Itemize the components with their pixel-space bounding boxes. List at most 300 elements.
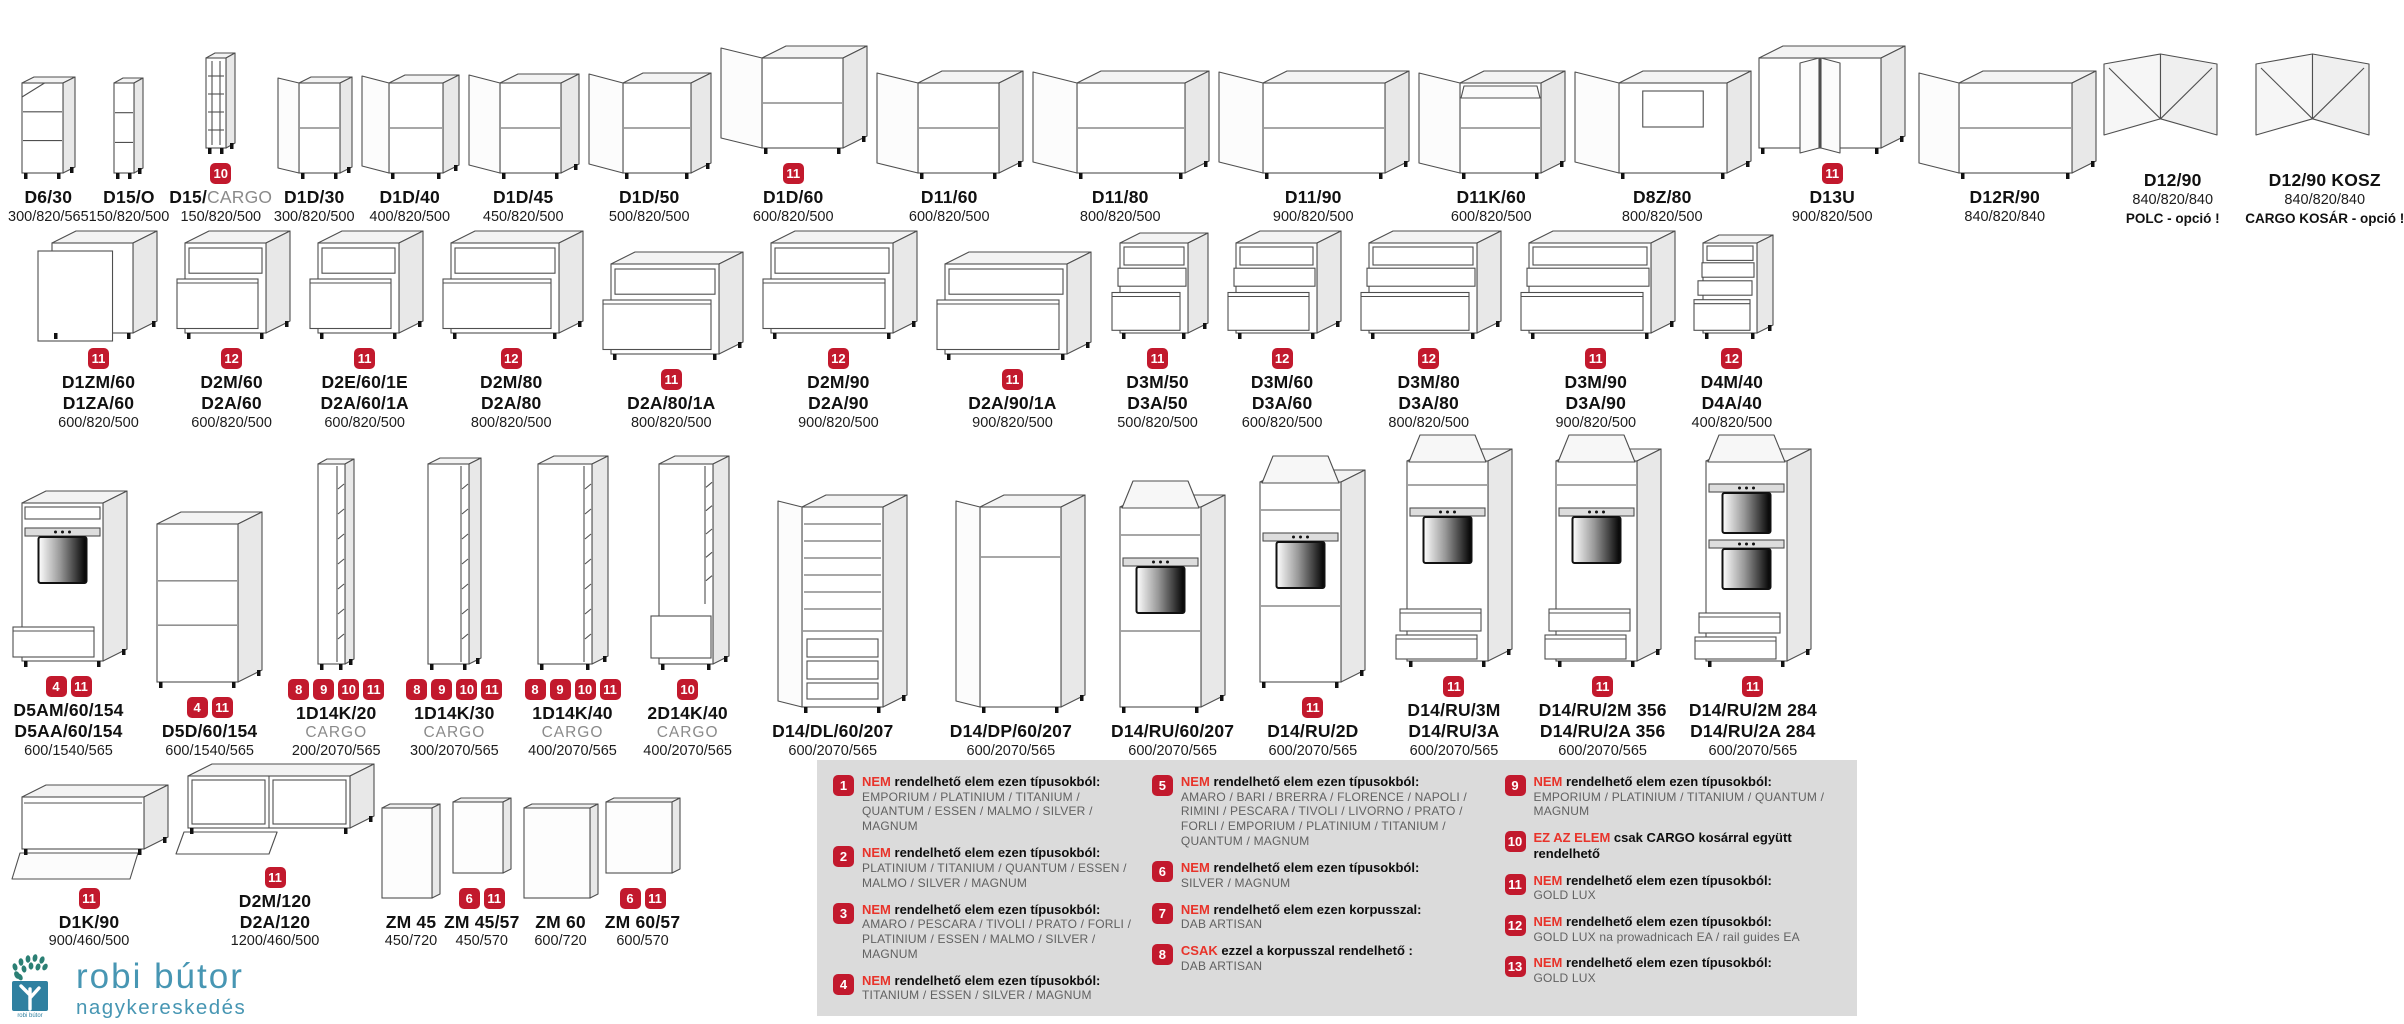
product-dimensions: 600/820/500 (324, 414, 405, 431)
legend-item (1505, 830, 1848, 861)
product-name: D3M/60 D3A/60 (1250, 372, 1314, 413)
product-dimensions: 900/820/500 (1272, 208, 1354, 225)
product-item (89, 74, 170, 226)
product-dimensions: 600/2070/565 (1558, 742, 1647, 759)
cabinet-drawing (1104, 229, 1212, 345)
badge-row (1272, 348, 1293, 369)
note-badge: 6 (620, 888, 641, 909)
legend-item (1505, 873, 1848, 903)
product-item (525, 452, 621, 760)
legend-body: PLATINIUM / TITANIUM / QUANTUM / ESSEN / MALMO / SILVER / MAGNUM (862, 860, 1127, 890)
legend-badge: 8 (1152, 944, 1173, 965)
badge-row (88, 348, 109, 369)
product-item (520, 800, 602, 951)
product-dimensions: 840/820/840 (2284, 191, 2366, 208)
product-item (1539, 427, 1667, 760)
bottom-section (0, 760, 1873, 1020)
badge-row (459, 888, 505, 909)
product-dimensions: 600/2070/565 (1409, 742, 1499, 759)
product-name: D2A/80/1A (627, 392, 716, 413)
legend-item (1152, 774, 1489, 849)
product-dimensions: 900/820/500 (1555, 414, 1637, 431)
note-badge: 12 (1272, 348, 1293, 369)
product-item (169, 49, 272, 226)
note-badge: 11 (1742, 676, 1763, 697)
cabinet-drawing (6, 487, 131, 673)
legend-text (1181, 902, 1422, 932)
product-name: D5AM/60/154 D5AA/60/154 (13, 700, 124, 741)
badge-row (620, 888, 666, 909)
legend-lead: NEM (1533, 914, 1563, 929)
badge-row (783, 163, 804, 184)
badge-row (1721, 348, 1742, 369)
legend-badge: 12 (1505, 915, 1526, 936)
legend-lead: NEM (862, 774, 891, 789)
product-item (302, 227, 427, 432)
legend-badge: 5 (1152, 775, 1173, 796)
legend-item (1152, 860, 1489, 890)
note-badge: 10 (575, 679, 596, 700)
legend-box (817, 760, 1857, 1016)
product-name: D14/DL/60/207 (772, 720, 894, 741)
legend-item (1152, 943, 1489, 973)
legend-badge: 10 (1505, 831, 1526, 852)
product-name-light: CARGO (207, 186, 273, 207)
product-name: D12/90 KOSZ (2268, 169, 2381, 190)
cabinet-drawing (1687, 231, 1777, 345)
legend-item (833, 902, 1136, 962)
badge-row (661, 369, 682, 390)
product-dimensions: 600/2070/565 (1708, 742, 1798, 759)
product-dimensions: 300/2070/565 (410, 742, 499, 759)
product-name: ZM 45/57 (444, 911, 520, 932)
note-badge: 8 (288, 679, 309, 700)
cabinet-drawing (169, 227, 294, 345)
legend-heading: rendelhető elem ezen típusokból: (1566, 872, 1772, 888)
product-item (1909, 67, 2100, 226)
product-item (463, 70, 583, 226)
legend-heading: rendelhető elem ezen típusokból: (1566, 955, 1772, 971)
cabinet-row-4 (0, 760, 681, 951)
product-dimensions: 400/2070/565 (528, 742, 617, 759)
product-item (356, 71, 463, 226)
product-dimensions: 600/2070/565 (788, 742, 878, 759)
product-dimensions: 400/820/500 (1691, 414, 1773, 431)
product-dimensions: 600/1540/565 (165, 742, 254, 759)
legend-badge: 7 (1152, 903, 1173, 924)
legend-text (1534, 914, 1800, 944)
legend-lead: NEM (862, 972, 891, 988)
badge-row (1592, 676, 1613, 697)
note-badge: 10 (338, 679, 359, 700)
legend-column-1 (833, 774, 1136, 1008)
legend-body: EMPORIUM / PLATINIUM / TITANIUM / QUANTUM / MAGNUM (1533, 789, 1825, 819)
legend-text (1534, 873, 1772, 903)
product-dimensions: 800/820/500 (1388, 414, 1470, 431)
badge-row (210, 163, 231, 184)
badge-row (265, 867, 286, 888)
product-name: D11/60 (920, 186, 978, 207)
product-name: D12/90 (2143, 169, 2202, 190)
product-name: D8Z/80 (1632, 186, 1692, 207)
product-name: D1D/45 (492, 186, 554, 207)
cabinet-drawing (715, 42, 871, 160)
cabinet-drawing (520, 800, 602, 910)
legend-body: DAB ARTISAN (1180, 917, 1263, 932)
product-subtitle: CARGO (656, 723, 719, 741)
product-item (8, 73, 89, 226)
product-item (583, 69, 715, 226)
note-badge: 10 (677, 679, 698, 700)
product-dimensions: 200/2070/565 (291, 742, 381, 759)
badge-row (1585, 348, 1606, 369)
product-dimensions: 450/720 (384, 933, 438, 950)
legend-heading: rendelhető elem ezen típusokból: (894, 845, 1101, 861)
product-name: D5D/60/154 (161, 720, 258, 741)
legend-text (1534, 955, 1772, 985)
badge-row (501, 348, 522, 369)
legend-badge: 13 (1505, 956, 1526, 977)
badge-row (1742, 676, 1763, 697)
legend-column-2 (1152, 774, 1489, 1008)
legend-heading: rendelhető elem ezen típusokból: (1213, 860, 1420, 876)
cabinet-drawing (378, 800, 444, 910)
product-item (929, 248, 1095, 432)
product-subtitle: CARGO (541, 723, 604, 741)
legend-item (1152, 902, 1489, 932)
product-note: CARGO KOSÁR - opció ! (2245, 211, 2404, 226)
product-dimensions: 600/720 (534, 933, 587, 950)
legend-lead: NEM (1180, 860, 1210, 876)
note-badge: 6 (459, 888, 480, 909)
product-item (1220, 227, 1345, 432)
legend-lead: NEM (1533, 955, 1563, 971)
product-dimensions: 900/820/500 (798, 414, 879, 431)
cabinet-drawing (463, 70, 583, 185)
badge-row (828, 348, 849, 369)
product-name: ZM 45 (385, 911, 437, 932)
legend-lead: CSAK (1180, 943, 1218, 959)
product-item (172, 760, 378, 951)
product-item (169, 227, 294, 432)
legend-heading: rendelhető elem ezen típusokból: (894, 972, 1101, 988)
badge-row (79, 888, 100, 909)
cabinet-drawing (2252, 50, 2397, 168)
product-name: D13U (1809, 186, 1855, 207)
product-name: D3M/50 D3A/50 (1126, 372, 1189, 413)
product-name: 2D14K/40 (647, 703, 728, 724)
tree-logo-icon (10, 955, 66, 1024)
product-name: ZM 60/57 (604, 911, 681, 932)
product-item (755, 227, 921, 432)
legend-body: SILVER / MAGNUM (1180, 875, 1291, 890)
product-name: D2M/60 D2A/60 (200, 372, 263, 413)
legend-heading: rendelhető elem ezen típusokból: (1566, 774, 1772, 789)
note-badge: 4 (46, 676, 67, 697)
product-name: D2E/60/1E D2A/60/1A (320, 372, 409, 413)
badge-row (1443, 676, 1464, 697)
cabinet-drawing (435, 227, 587, 345)
product-dimensions: 600/820/500 (752, 208, 834, 225)
product-dimensions: 900/820/500 (972, 414, 1053, 431)
cabinet-drawing (602, 794, 684, 885)
note-badge: 11 (363, 679, 384, 700)
product-name: D11/90 (1284, 186, 1342, 207)
product-name: D14/RU/2D (1267, 720, 1359, 741)
cabinet-drawing (110, 74, 147, 185)
note-badge: 12 (501, 348, 522, 369)
product-dimensions: 900/460/500 (48, 933, 130, 950)
cabinet-drawing (314, 455, 358, 676)
cabinet-drawing (424, 454, 485, 676)
cabinet-row-2 (0, 226, 1873, 432)
product-name: D1D/40 (379, 186, 440, 207)
legend-text (1534, 830, 1848, 861)
note-badge: 11 (600, 679, 621, 700)
product-item (1569, 67, 1755, 226)
cabinet-drawing (1569, 67, 1755, 185)
product-dimensions: 400/820/500 (369, 208, 451, 225)
legend-body: AMARO / PESCARA / TIVOLI / PRATO / FORLI / PLATINIUM / ESSEN / MALMO / SILVER / MAGNUM (862, 917, 1132, 961)
product-name: D2M/90 D2A/90 (807, 372, 870, 413)
product-dimensions: 400/2070/565 (643, 742, 732, 759)
product-item (153, 508, 266, 760)
cabinet-drawing (929, 248, 1095, 366)
product-dimensions: 500/820/500 (1117, 414, 1198, 431)
legend-text (1181, 943, 1413, 973)
legend-body: GOLD LUX na prowadnicach EA / rail guides EA (1533, 929, 1800, 944)
product-name: D2A/90/1A (968, 392, 1057, 413)
cabinet-drawing (871, 67, 1027, 185)
badge-row (1002, 369, 1023, 390)
legend-item (1505, 914, 1848, 944)
legend-body: GOLD LUX (1533, 888, 1596, 903)
legend-item (1505, 774, 1848, 819)
note-badge: 11 (88, 348, 109, 369)
note-badge: 11 (783, 163, 804, 184)
note-badge: 4 (187, 697, 208, 718)
cabinet-drawing (1413, 67, 1569, 185)
note-badge: 12 (1721, 348, 1742, 369)
product-item (643, 452, 733, 760)
cabinet-drawing (356, 71, 463, 185)
legend-badge: 3 (833, 903, 854, 924)
product-name: D1K/90 (58, 911, 120, 932)
legend-heading: rendelhető elem ezen típusokból: (894, 774, 1101, 789)
cabinet-drawing (1220, 227, 1345, 345)
product-item (1213, 67, 1413, 226)
note-badge: 11 (1443, 676, 1464, 697)
logo-icon-caption: robi bútor (17, 1012, 43, 1019)
product-dimensions: 800/820/500 (1621, 208, 1703, 225)
badge-row (1302, 697, 1323, 718)
cabinet-drawing (933, 491, 1089, 719)
legend-heading: rendelhető elem ezen típusokból: (1213, 774, 1420, 789)
cabinet-drawing (2100, 50, 2245, 168)
legend-text (862, 902, 1136, 962)
legend-text (1181, 860, 1419, 890)
product-item (602, 794, 684, 951)
cabinet-drawing (302, 227, 427, 345)
cabinet-drawing (36, 227, 161, 345)
product-dimensions: 600/820/500 (191, 414, 272, 431)
product-name: D11K/60 (1456, 186, 1526, 207)
legend-text (862, 774, 1136, 834)
product-item (755, 491, 911, 760)
product-item (288, 455, 384, 760)
product-item (1689, 427, 1817, 760)
product-item (1111, 473, 1234, 760)
note-badge: 11 (354, 348, 375, 369)
legend-text (1181, 774, 1489, 849)
badge-row (406, 679, 502, 700)
product-name: D1D/30 (283, 186, 345, 207)
product-dimensions: 1200/460/500 (230, 933, 320, 950)
cabinet-drawing (1391, 427, 1516, 673)
legend-heading: csak CARGO kosárral együtt rendelhető (1533, 830, 1792, 861)
legend-lead: NEM (1180, 901, 1210, 917)
product-dimensions: 800/820/500 (470, 414, 552, 431)
note-badge: 11 (481, 679, 502, 700)
note-badge: 11 (1822, 163, 1843, 184)
product-item (715, 42, 871, 226)
company-logo (10, 955, 690, 1024)
note-badge: 11 (661, 369, 682, 390)
product-dimensions: 600/820/500 (1241, 414, 1323, 431)
product-item (1104, 229, 1212, 432)
product-dimensions: 300/820/500 (273, 208, 355, 225)
product-name: 1D14K/30 (414, 703, 495, 724)
cabinet-drawing (1540, 427, 1665, 673)
note-badge: 11 (1002, 369, 1023, 390)
product-dimensions: 800/820/500 (1079, 208, 1161, 225)
cabinet-drawing (172, 760, 378, 864)
cabinet-row-3 (0, 432, 1873, 760)
legend-lead: EZ AZ ELEM (1533, 830, 1611, 846)
note-badge: 11 (1147, 348, 1168, 369)
product-name: D14/DP/60/207 (949, 720, 1072, 741)
note-badge: 11 (645, 888, 666, 909)
note-badge: 10 (456, 679, 477, 700)
product-item (6, 487, 131, 760)
note-badge: 8 (406, 679, 427, 700)
note-badge: 11 (1592, 676, 1613, 697)
cabinet-drawing (1027, 67, 1213, 185)
product-dimensions: 600/2070/565 (1128, 742, 1217, 759)
product-name: D3M/80 D3A/80 (1397, 372, 1460, 413)
product-dimensions: 300/820/565 (8, 208, 89, 225)
note-badge: 9 (550, 679, 571, 700)
product-item (871, 67, 1027, 226)
legend-text (862, 973, 1100, 1003)
note-badge: 12 (828, 348, 849, 369)
product-item (36, 227, 161, 432)
legend-text (862, 845, 1136, 890)
product-name: D2M/120 D2A/120 (238, 891, 312, 932)
product-dimensions: 800/820/500 (630, 414, 712, 431)
cabinet-drawing (534, 452, 612, 676)
cabinet-drawing (449, 794, 515, 885)
product-name: D14/RU/3M D14/RU/3A (1407, 700, 1501, 741)
product-name: D6/30 (24, 186, 73, 207)
product-dimensions: 600/570 (616, 933, 669, 950)
note-badge: 11 (212, 697, 233, 718)
legend-lead: NEM (1180, 774, 1210, 789)
product-name: D3M/90 D3A/90 (1564, 372, 1628, 413)
legend-badge: 9 (1505, 775, 1526, 796)
product-name: D15/CARGO (169, 186, 273, 207)
note-badge: 11 (71, 676, 92, 697)
note-badge: 10 (210, 163, 231, 184)
cabinet-drawing (755, 227, 921, 345)
legend-heading: ezzel a korpusszal rendelhető : (1221, 943, 1413, 959)
legend-badge: 6 (1152, 861, 1173, 882)
note-badge: 11 (79, 888, 100, 909)
cabinet-drawing (1353, 227, 1505, 345)
legend-badge: 2 (833, 846, 854, 867)
legend-heading: rendelhető elem ezen típusokból: (894, 901, 1101, 917)
product-item (2100, 50, 2245, 226)
product-dimensions: 840/820/840 (1964, 208, 2046, 225)
cabinet-drawing (1213, 67, 1413, 185)
product-item (2245, 50, 2404, 226)
product-item (272, 73, 356, 226)
note-badge: 12 (1418, 348, 1439, 369)
cabinet-drawing (1755, 42, 1909, 160)
legend-lead: NEM (862, 901, 891, 917)
cabinet-drawing (1909, 67, 2100, 185)
product-name: 1D14K/40 (532, 703, 613, 724)
product-name: D1D/60 (762, 186, 824, 207)
product-item (1513, 227, 1679, 432)
product-item (6, 781, 172, 951)
product-item (1391, 427, 1516, 760)
cabinet-drawing (583, 69, 715, 185)
legend-body: AMARO / BARI / BRERRA / FLORENCE / NAPOLI / RIMINI / PESCARA / TIVOLI / LIVORNO / PRATO / FORLI / EMPORIUM / PLATINIUM / TITANIUM / QUANTUM / MAGNUM (1180, 789, 1467, 849)
legend-item (833, 774, 1136, 834)
product-item (444, 794, 520, 951)
product-name: D14/RU/2M 356 D14/RU/2A 356 (1538, 700, 1667, 741)
cabinet-drawing (6, 781, 172, 885)
legend-lead: NEM (1533, 872, 1563, 888)
product-item (933, 491, 1089, 760)
product-dimensions: 600/1540/565 (24, 742, 113, 759)
product-dimensions: 450/570 (455, 933, 508, 950)
legend-heading: rendelhető elem ezen korpusszal: (1213, 901, 1422, 917)
product-item (1027, 67, 1213, 226)
badge-row (187, 697, 233, 718)
badge-row (46, 676, 92, 697)
product-dimensions: 900/820/500 (1791, 208, 1873, 225)
product-name: D14/RU/2M 284 D14/RU/2A 284 (1688, 700, 1817, 741)
cabinet-drawing (1116, 473, 1229, 719)
product-name: 1D14K/20 (296, 703, 377, 724)
legend-item (1505, 955, 1848, 985)
legend-body: DAB ARTISAN (1180, 958, 1263, 973)
product-dimensions: 600/2070/565 (966, 742, 1056, 759)
product-item (1256, 448, 1369, 760)
cabinet-drawing (1513, 227, 1679, 345)
product-item (1755, 42, 1909, 226)
cabinet-drawing (202, 49, 239, 160)
product-item (1353, 227, 1505, 432)
cabinet-drawing (1256, 448, 1369, 694)
product-name: D2M/80 D2A/80 (479, 372, 543, 413)
product-name: D11/80 (1091, 186, 1149, 207)
product-name: ZM 60 (535, 911, 586, 932)
product-name: D4M/40 D4A/40 (1700, 372, 1764, 413)
product-dimensions: 500/820/500 (608, 208, 690, 225)
